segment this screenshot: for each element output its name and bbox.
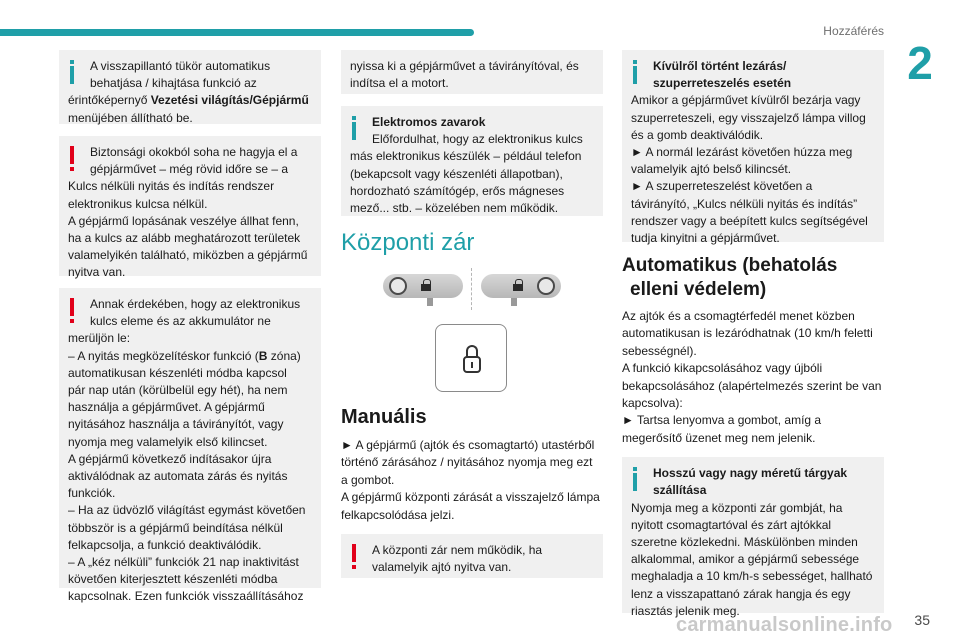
divider (471, 268, 472, 310)
info-box-external-lock: Kívülről történt lezárás/ szuperreteszelés esetén Amikor a gépjárművet kívülről bezárja vagy szuperreteszeli, egy visszajelző lámpa villog és a gomb deaktiválódik. ► A normál lezárást követően húzza meg valamelyik ajtó belső kilincsét. ► A szuperreteszelést követően a távirányító, „Kulcs nélküli nyitás és indítás” rendszer vagy a beépített kulcs segítségével tudja kinyitni a gépjárművet. (622, 50, 884, 242)
chapter-progress-bar (0, 29, 474, 36)
central-lock-button (435, 324, 507, 392)
column-right (622, 50, 884, 625)
warning-box-door-open: A központi zár nem működik, ha valamelyik ajtó nyitva van. (341, 534, 603, 578)
warning-box-security: Biztonsági okokból soha ne hagyja el a gépjárművet – még rövid időre se – a Kulcs nélküli nyitás és indítás rendszer elektronikus kulcsa nélkül. A gépjármű lopásának veszélye állhat fenn, ha a kulcs az alább meghatározott területek valamelyikén található, miközben a gépjármű nyitva van. (59, 136, 321, 276)
padlock-icon (421, 279, 431, 291)
info-box-interference: Elektromos zavarok Előfordulhat, hogy az elektronikus kulcs más elektronikus készülék – például telefon (bekapcsolt vagy készenléti állapotban), hordozható számítógép, erős mágneses mező... stb. – közelében nem működik. (341, 106, 603, 216)
info-icon (633, 467, 647, 495)
info-icon (633, 60, 647, 88)
manual-paragraph: ► A gépjármű (ajtók és csomagtartó) utastérből történő zárásához / nyitásához nyomja meg ezt a gombot. A gépjármű központi zárását a visszajelző lámpa felkapcsolódása jelzi. (341, 438, 600, 522)
section-title: Hozzáférés (823, 24, 884, 38)
chapter-number: 2 (907, 37, 933, 89)
column-middle (341, 50, 603, 590)
heading-automatic-lock: Automatikus (behatolás elleni védelem) (622, 255, 838, 300)
steering-wheel-icon (537, 277, 555, 295)
column-left (59, 50, 321, 604)
page-number: 35 (914, 612, 930, 628)
info-box-mirror: A visszapillantó tükör automatikus behatjása / kihajtása funkció az érintőképernyő Vezetési világítás/Gépjármű menüjében állítható be. (59, 50, 321, 124)
steering-wheel-icon (389, 277, 407, 295)
exclamation-icon (352, 544, 366, 572)
watermark: carmanualsonline.info (676, 614, 893, 636)
exclamation-icon (70, 298, 84, 326)
menu-term: Vezetési világítás/Gépjármű (150, 93, 309, 108)
warning-box-battery: Annak érdekében, hogy az elektronikus kulcs eleme és az akkumulátor ne merüljön le: – A nyitás megközelítéskor funkció (B zóna) automatikusan készenléti módba kapcsol pár nap után (körülbelül egy hét), ha nem használja a gépjárművet. A gépjármű nyitásához használja a távirányítót, vagy nyomja meg valamelyik első kilincset. A gépjármű következő indításakor újra aktiválódnak az automata zárás és nyitás funkciók. – Ha az üdvözlő világítást egymást követően többször is a gépjármű beindítása nélkül felkapcsolja, a funkció deaktiválódik. – A „kéz nélküli” funkciók 21 nap inaktivitást követően kiterjesztett készenléti módba kapcsolnak. Ezen funkciók visszaállításához (59, 288, 321, 588)
exclamation-icon (70, 146, 84, 174)
info-icon (70, 60, 84, 88)
automatic-paragraph: Az ajtók és a csomagtérfedél menet közben automatikusan is lezáródhatnak (10 km/h feletti sebességnél). A funkció kikapcsolásához vagy újbóli bekapcsolásához (alapértelmezés szerint be van kapcsolva): ► Tartsa lenyomva a gombot, amíg a megerősítő üzenet meg nem jelenik. (622, 309, 882, 445)
padlock-icon (513, 279, 523, 291)
info-box-long-objects: Hosszú vagy nagy méretű tárgyak szállítása Nyomja meg a központi zár gombját, ha nyitott csomagtartóval és zárt ajtókkal szeretne közlekedni. Máskülönben minden alkalommal, amikor a gépjármű sebessége meghaladja a 10 km/h-s sebességet, hallható lenz a visszapattanó zárak hangja és egy riasztás jelenik meg. (622, 457, 884, 613)
heading-central-lock: Központi zár (341, 229, 475, 256)
info-icon (352, 116, 366, 144)
rhd-dashboard-illustration (481, 274, 561, 298)
heading-manual: Manuális (341, 406, 427, 428)
lhd-dashboard-illustration (383, 274, 463, 298)
central-lock-diagram (341, 268, 603, 398)
continued-box: nyissa ki a gépjárművet a távirányítóval, és indítsa el a motort. (341, 50, 603, 94)
